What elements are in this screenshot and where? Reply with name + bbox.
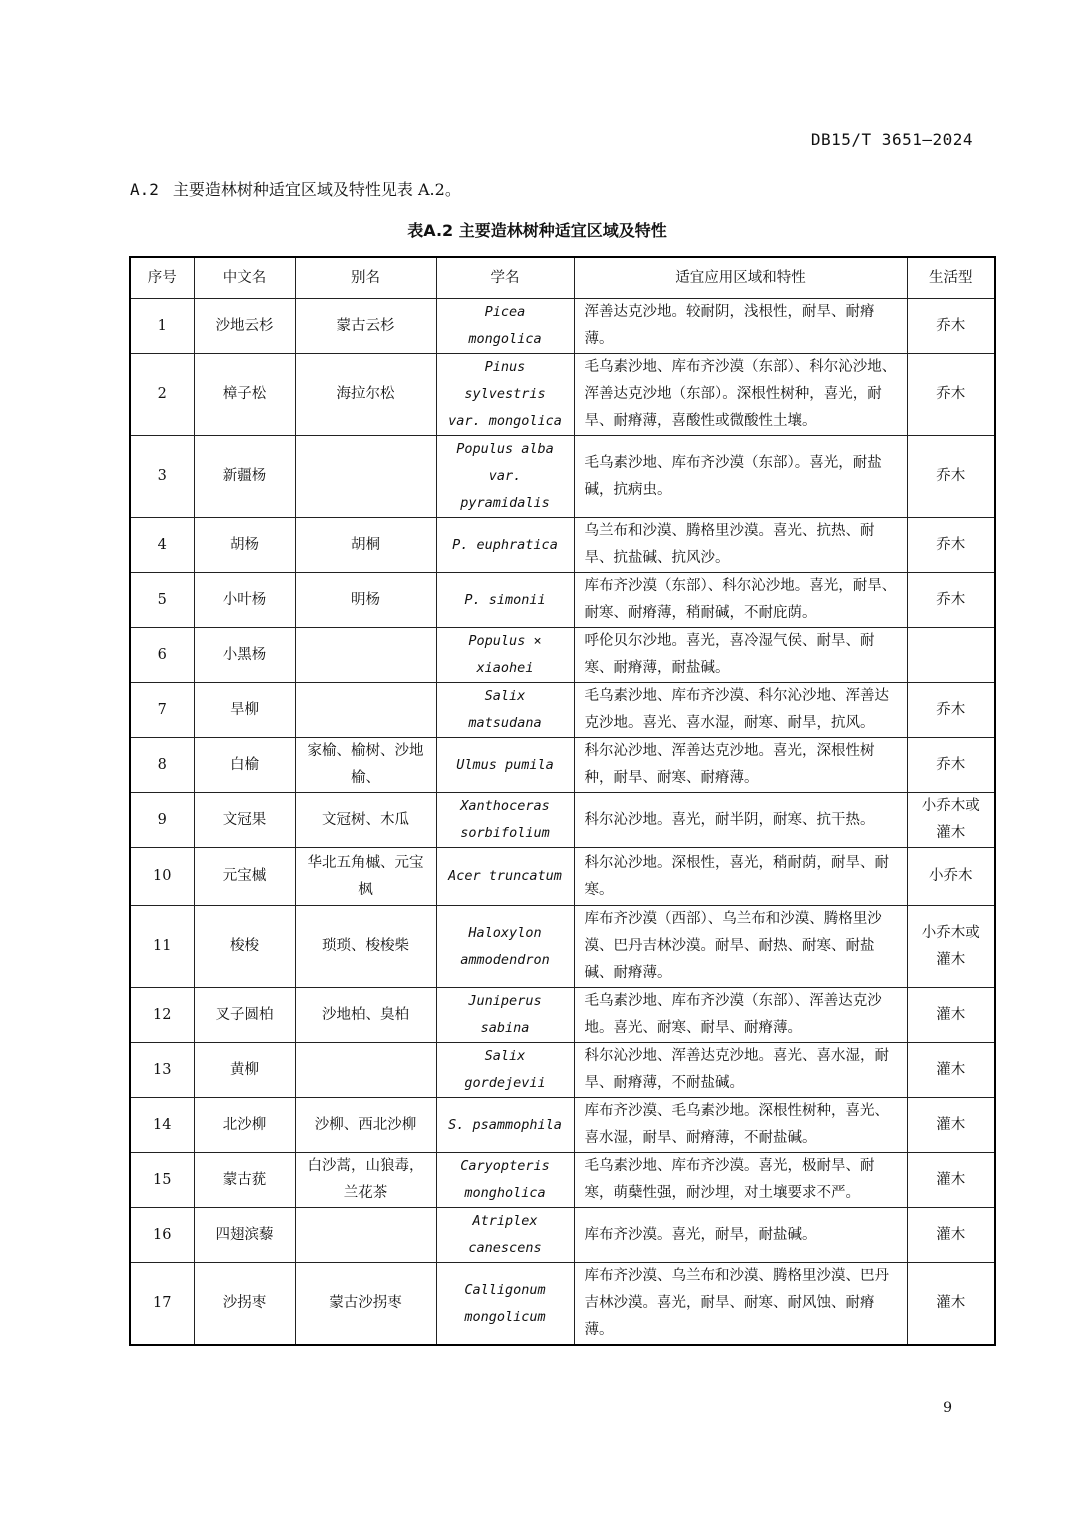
description-cell: 库布齐沙漠、毛乌素沙地。深根性树种，喜光、喜水湿，耐旱、耐瘠薄，不耐盐碱。	[574, 1098, 907, 1153]
life-form-cell: 灌木	[907, 1098, 995, 1153]
description-cell: 毛乌素沙地、库布齐沙漠、科尔沁沙地、浑善达克沙地。喜光、喜水湿，耐寒、耐旱，抗风。	[574, 683, 907, 738]
alias-cell	[295, 1043, 436, 1098]
table-row	[130, 848, 995, 906]
scientific-name-cell: P. euphratica	[436, 518, 574, 573]
row-number-cell: 2	[130, 354, 194, 436]
column-header: 别名	[295, 257, 436, 299]
chinese-name-cell: 北沙柳	[194, 1098, 295, 1153]
row-number-cell: 14	[130, 1098, 194, 1153]
chinese-name-cell: 元宝槭	[194, 848, 295, 906]
description-cell: 呼伦贝尔沙地。喜光，喜冷湿气侯、耐旱、耐寒、耐瘠薄，耐盐碱。	[574, 628, 907, 683]
column-header: 生活型	[907, 257, 995, 299]
row-number-cell: 4	[130, 518, 194, 573]
row-number-cell: 17	[130, 1263, 194, 1346]
description-cell: 科尔沁沙地、浑善达克沙地。喜光、喜水湿，耐旱、耐瘠薄，不耐盐碱。	[574, 1043, 907, 1098]
table-row	[130, 628, 995, 683]
chinese-name-cell: 小叶杨	[194, 573, 295, 628]
description-cell: 库布齐沙漠（东部）、科尔沁沙地。喜光，耐旱、耐寒、耐瘠薄，稍耐碱，不耐庇荫。	[574, 573, 907, 628]
life-form-cell	[907, 628, 995, 683]
table-row	[130, 436, 995, 518]
description-cell: 库布齐沙漠。喜光，耐旱，耐盐碱。	[574, 1208, 907, 1263]
table-row	[130, 738, 995, 793]
scientific-name-cell: Caryopteris mongholica	[436, 1153, 574, 1208]
chinese-name-cell: 小黑杨	[194, 628, 295, 683]
section-paragraph	[130, 177, 461, 200]
table-row	[130, 683, 995, 738]
alias-cell: 明杨	[295, 573, 436, 628]
table-row	[130, 573, 995, 628]
life-form-cell: 乔木	[907, 738, 995, 793]
chinese-name-cell: 梭梭	[194, 906, 295, 988]
row-number-cell: 1	[130, 299, 194, 354]
scientific-name-cell: Pinus sylvestris var. mongolica	[436, 354, 574, 436]
row-number-cell: 8	[130, 738, 194, 793]
scientific-name-cell: Calligonum mongolicum	[436, 1263, 574, 1346]
species-table	[129, 256, 996, 1346]
life-form-cell: 小乔木	[907, 848, 995, 906]
alias-cell: 白沙蒿，山狼毒，兰花茶	[295, 1153, 436, 1208]
chinese-name-cell: 蒙古莸	[194, 1153, 295, 1208]
description-cell: 科尔沁沙地、浑善达克沙地。喜光，深根性树种，耐旱、耐寒、耐瘠薄。	[574, 738, 907, 793]
row-number-cell: 10	[130, 848, 194, 906]
life-form-cell: 灌木	[907, 1263, 995, 1346]
table-row	[130, 299, 995, 354]
life-form-cell: 小乔木或灌木	[907, 793, 995, 848]
description-cell: 库布齐沙漠、乌兰布和沙漠、腾格里沙漠、巴丹吉林沙漠。喜光，耐旱、耐寒、耐风蚀、耐瘠薄。	[574, 1263, 907, 1346]
row-number-cell: 3	[130, 436, 194, 518]
row-number-cell: 5	[130, 573, 194, 628]
scientific-name-cell: Salix matsudana	[436, 683, 574, 738]
scientific-name-cell: Ulmus pumila	[436, 738, 574, 793]
life-form-cell: 乔木	[907, 436, 995, 518]
column-header: 中文名	[194, 257, 295, 299]
chinese-name-cell: 文冠果	[194, 793, 295, 848]
table-row	[130, 1208, 995, 1263]
description-cell: 科尔沁沙地。喜光，耐半阴，耐寒、抗干热。	[574, 793, 907, 848]
row-number-cell: 13	[130, 1043, 194, 1098]
row-number-cell: 16	[130, 1208, 194, 1263]
chinese-name-cell: 四翅滨藜	[194, 1208, 295, 1263]
description-cell: 浑善达克沙地。较耐阴，浅根性，耐旱、耐瘠薄。	[574, 299, 907, 354]
description-cell: 科尔沁沙地。深根性，喜光，稍耐荫，耐旱、耐寒。	[574, 848, 907, 906]
table-row	[130, 1153, 995, 1208]
scientific-name-cell: Xanthoceras sorbifolium	[436, 793, 574, 848]
alias-cell: 蒙古云杉	[295, 299, 436, 354]
scientific-name-cell: Juniperus sabina	[436, 988, 574, 1043]
chinese-name-cell: 白榆	[194, 738, 295, 793]
life-form-cell: 灌木	[907, 1043, 995, 1098]
description-cell: 毛乌素沙地、库布齐沙漠（东部）。喜光，耐盐碱，抗病虫。	[574, 436, 907, 518]
alias-cell: 蒙古沙拐枣	[295, 1263, 436, 1346]
table-row	[130, 793, 995, 848]
alias-cell: 家榆、榆树、沙地榆、	[295, 738, 436, 793]
chinese-name-cell: 旱柳	[194, 683, 295, 738]
row-number-cell: 9	[130, 793, 194, 848]
life-form-cell: 小乔木或灌木	[907, 906, 995, 988]
alias-cell	[295, 436, 436, 518]
alias-cell: 沙柳、西北沙柳	[295, 1098, 436, 1153]
table-body	[130, 299, 995, 1346]
alias-cell	[295, 628, 436, 683]
scientific-name-cell: S. psammophila	[436, 1098, 574, 1153]
table-title: 表A.2 主要造林树种适宜区域及特性	[407, 221, 667, 240]
table-row	[130, 988, 995, 1043]
scientific-name-cell: Picea mongolica	[436, 299, 574, 354]
scientific-name-cell: Acer truncatum	[436, 848, 574, 906]
table-header-row	[130, 257, 995, 299]
scientific-name-cell: Haloxylon ammodendron	[436, 906, 574, 988]
chinese-name-cell: 沙拐枣	[194, 1263, 295, 1346]
chinese-name-cell: 胡杨	[194, 518, 295, 573]
table-row	[130, 518, 995, 573]
document-code: DB15/T 3651—2024	[810, 130, 973, 149]
life-form-cell: 灌木	[907, 988, 995, 1043]
scientific-name-cell: Populus alba var. pyramidalis	[436, 436, 574, 518]
table-row	[130, 1263, 995, 1346]
life-form-cell: 灌木	[907, 1153, 995, 1208]
chinese-name-cell: 沙地云杉	[194, 299, 295, 354]
section-text: 主要造林树种适宜区域及特性见表 A.2。	[172, 180, 461, 199]
alias-cell: 琐琐、梭梭柴	[295, 906, 436, 988]
chinese-name-cell: 樟子松	[194, 354, 295, 436]
row-number-cell: 12	[130, 988, 194, 1043]
chinese-name-cell: 叉子圆柏	[194, 988, 295, 1043]
row-number-cell: 11	[130, 906, 194, 988]
alias-cell: 海拉尔松	[295, 354, 436, 436]
row-number-cell: 7	[130, 683, 194, 738]
row-number-cell: 6	[130, 628, 194, 683]
life-form-cell: 乔木	[907, 518, 995, 573]
life-form-cell: 乔木	[907, 573, 995, 628]
description-cell: 毛乌素沙地、库布齐沙漠（东部）、科尔沁沙地、浑善达克沙地（东部）。深根性树种，喜光，耐旱、耐瘠薄，喜酸性或微酸性土壤。	[574, 354, 907, 436]
scientific-name-cell: Salix gordejevii	[436, 1043, 574, 1098]
table-row	[130, 354, 995, 436]
alias-cell: 文冠树、木瓜	[295, 793, 436, 848]
column-header: 学名	[436, 257, 574, 299]
table-row	[130, 1098, 995, 1153]
column-header: 适宜应用区域和特性	[574, 257, 907, 299]
life-form-cell: 乔木	[907, 299, 995, 354]
description-cell: 毛乌素沙地、库布齐沙漠。喜光，极耐旱、耐寒，萌蘖性强，耐沙埋，对土壤要求不严。	[574, 1153, 907, 1208]
life-form-cell: 乔木	[907, 354, 995, 436]
scientific-name-cell: Populus × xiaohei	[436, 628, 574, 683]
section-number: A.2	[130, 180, 159, 199]
row-number-cell: 15	[130, 1153, 194, 1208]
column-header: 序号	[130, 257, 194, 299]
alias-cell: 胡桐	[295, 518, 436, 573]
alias-cell: 沙地柏、臭柏	[295, 988, 436, 1043]
page-number: 9	[943, 1400, 952, 1416]
table-row	[130, 906, 995, 988]
table-row	[130, 1043, 995, 1098]
chinese-name-cell: 新疆杨	[194, 436, 295, 518]
scientific-name-cell: P. simonii	[436, 573, 574, 628]
description-cell: 库布齐沙漠（西部）、乌兰布和沙漠、腾格里沙漠、巴丹吉林沙漠。耐旱、耐热、耐寒、耐盐碱、耐瘠薄。	[574, 906, 907, 988]
description-cell: 毛乌素沙地、库布齐沙漠（东部）、浑善达克沙地。喜光、耐寒、耐旱、耐瘠薄。	[574, 988, 907, 1043]
life-form-cell: 灌木	[907, 1208, 995, 1263]
alias-cell	[295, 683, 436, 738]
chinese-name-cell: 黄柳	[194, 1043, 295, 1098]
description-cell: 乌兰布和沙漠、腾格里沙漠。喜光、抗热、耐旱、抗盐碱、抗风沙。	[574, 518, 907, 573]
alias-cell	[295, 1208, 436, 1263]
scientific-name-cell: Atriplex canescens	[436, 1208, 574, 1263]
life-form-cell: 乔木	[907, 683, 995, 738]
alias-cell: 华北五角槭、元宝枫	[295, 848, 436, 906]
